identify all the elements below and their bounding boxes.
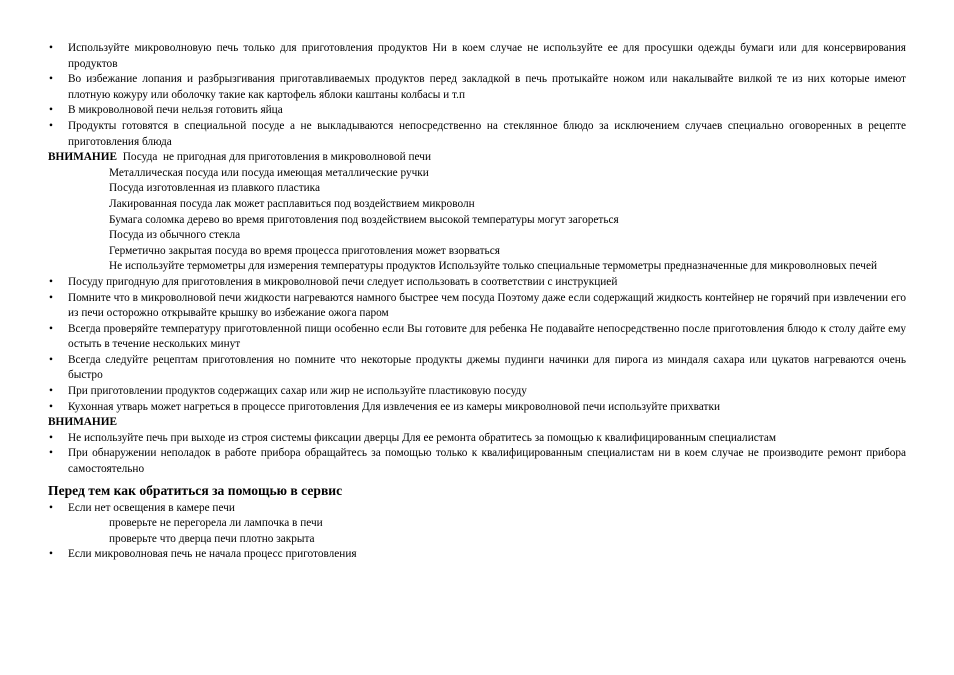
usage-bullet: • При приготовлении продуктов содержащих сахар или жир не используйте пластиковую посуду [48, 384, 906, 400]
unsuitable-item: Металлическая посуда или посуда имеющая металлические ручки [109, 166, 429, 179]
usage-bullet: • Всегда следуйте рецептам приготовления но помните что некоторые продукты джемы пудинги начинки для пирога из миндаля сахара или цукатов нагреваются очень быстро [48, 353, 906, 384]
repair-bullet: • Не используйте печь при выходе из строя системы фиксации дверцы Для ее ремонта обратитесь за помощью к квалифицированным специалистам [48, 431, 906, 447]
service-check: проверьте что дверца печи плотно закрыта [109, 532, 315, 545]
unsuitable-item: Посуда из обычного стекла [109, 229, 241, 242]
service-section-title: Перед тем как обратиться за помощью в сервис [48, 482, 343, 498]
repair-bullet: • При обнаружении неполадок в работе прибора обращайтесь за помощью только к квалифицированным специалистам ни в коем случае не производите ремонт прибора самостоятельно [48, 446, 906, 477]
unsuitable-item: Бумага соломка дерево во время приготовления под воздействием высокой температуры могут загореться [109, 213, 619, 226]
service-bullet: • Если микроволновая печь не начала процесс приготовления [48, 547, 906, 563]
usage-bullet: • Посуду пригодную для приготовления в микроволновой печи следует использовать в соответствии с инструкцией [48, 275, 906, 291]
warning-text: Посуда не пригодная для приготовления в микроволновой печи [117, 151, 432, 164]
service-check: проверьте не перегорела ли лампочка в печи [109, 517, 323, 530]
safety-bullet: • В микроволновой печи нельзя готовить яйца [48, 103, 906, 119]
unsuitable-item: Не используйте термометры для измерения температуры продуктов Используйте только специальные термометры предназначенные для микроволновых печей [109, 260, 878, 273]
usage-bullet: • Помните что в микроволновой печи жидкости нагреваются намного быстрее чем посуда Поэтому даже если содержащий жидкость контейнер не горячий при извлечении его из печи осторожно открывайте крышку во избежание ожога паром [48, 291, 906, 322]
service-bullet: • Если нет освещения в камере печи [48, 501, 906, 517]
warning-unsuitable-cookware [48, 150, 906, 166]
usage-bullet: • Кухонная утварь может нагреться в процессе приготовления Для извлечения ее из камеры микроволновой печи используйте прихватки [48, 400, 906, 416]
warning-heading: ВНИМАНИЕ [48, 416, 118, 429]
unsuitable-item: Герметично закрытая посуда во время процесса приготовления может взорваться [109, 244, 500, 257]
unsuitable-item: Лакированная посуда лак может расплавиться под воздействием микроволн [109, 197, 475, 210]
safety-bullet: • Используйте микроволновую печь только для приготовления продуктов Ни в коем случае не используйте ее для просушки одежды бумаги или для консервирования продуктов [48, 41, 906, 72]
safety-bullet: • Во избежание лопания и разбрызгивания приготавливаемых продуктов перед закладкой в печь протыкайте ножом или накалывайте вилкой те из них которые имеют плотную кожуру или оболочку такие как картофель яблоки каштаны колбасы и т.п [48, 72, 906, 103]
warning-label: ВНИМАНИЕ [48, 151, 118, 164]
unsuitable-item: Посуда изготовленная из плавкого пластика [109, 182, 321, 195]
usage-bullet: • Всегда проверяйте температуру приготовленной пищи особенно если Вы готовите для ребенка Не подавайте непосредственно после приготовления блюдо к столу дайте ему остыть в течение нескольких минут [48, 322, 906, 353]
safety-bullet: • Продукты готовятся в специальной посуде а не выкладываются непосредственно на стеклянное блюдо за исключением случаев специально оговоренных в рецепте приготовления блюда [48, 119, 906, 150]
